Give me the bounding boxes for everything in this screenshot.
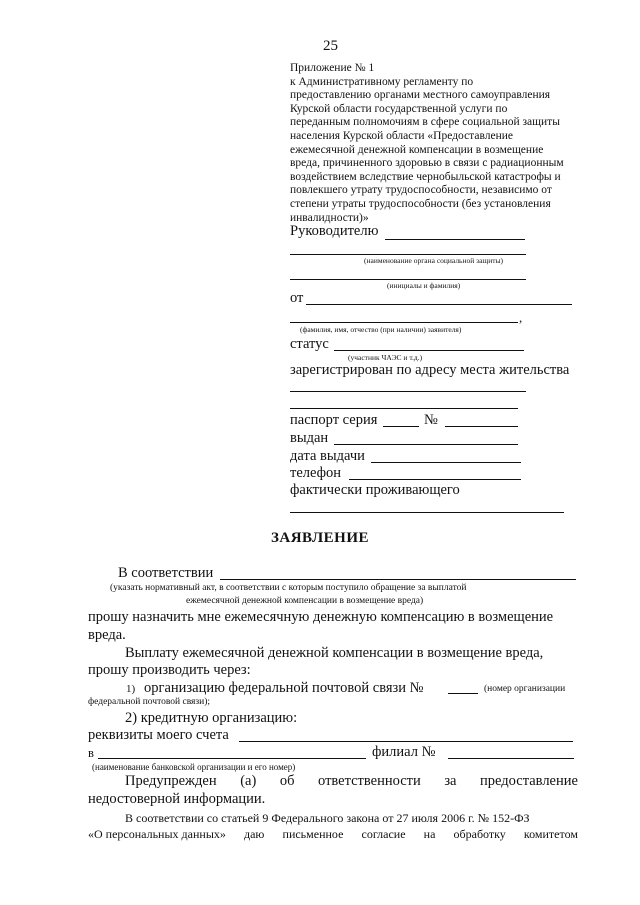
from-line-1[interactable] <box>306 304 572 305</box>
issue-date-label: дата выдачи <box>290 448 365 464</box>
registered-label: зарегистрирован по адресу места жительства <box>290 362 570 378</box>
status-line[interactable] <box>334 350 524 351</box>
passport-series-label: паспорт серия <box>290 412 378 428</box>
appendix-line: Курской области государственной услуги по <box>290 102 508 115</box>
word: предоставление <box>480 773 578 789</box>
payment-line-1: Выплату ежемесячной денежной компенсации в возмещение вреда, <box>125 645 544 661</box>
caption-initials: (инициалы и фамилия) <box>387 281 461 290</box>
appendix-line: ежемесячной денежной компенсации в возмещение <box>290 143 544 156</box>
word: согласие <box>361 827 406 841</box>
to-head-label: Руководителю <box>290 223 379 239</box>
issued-label: выдан <box>290 430 329 446</box>
word: Предупрежден <box>125 773 217 789</box>
word: письменное <box>282 827 344 841</box>
document-title: ЗАЯВЛЕНИЕ <box>270 530 370 546</box>
caption-fio: (фамилия, имя, отчество (при наличии) заявителя) <box>300 325 462 334</box>
caption-organ: (наименование органа социальной защиты) <box>364 256 504 265</box>
requisites-label: реквизиты моего счета <box>88 727 229 743</box>
passport-no-label: № <box>424 412 438 428</box>
word: даю <box>244 827 265 841</box>
caption-status: (участник ЧАЭС и т.д.) <box>348 353 423 362</box>
caption-act-2: ежемесячной денежной компенсации в возмещение вреда) <box>186 596 424 606</box>
organ-line[interactable] <box>290 254 526 255</box>
status-label: статус <box>290 336 329 352</box>
appendix-line: переданным полномочиям в сфере социальной защиты <box>290 116 560 129</box>
passport-no-line[interactable] <box>445 426 518 427</box>
word: на <box>423 827 436 841</box>
option1-caption-2: федеральной почтовой связи); <box>88 697 211 707</box>
appendix-line: воздействием вследствие чернобыльской катастрофы и <box>290 170 561 183</box>
appendix-line: степени утраты трудоспособности (без установления <box>290 197 551 210</box>
branch-number-line[interactable] <box>448 758 574 759</box>
request-line-2: вреда. <box>88 627 126 643</box>
option1-caption-1: (номер организации <box>484 684 566 694</box>
warned-line-2: недостоверной информации. <box>88 791 266 807</box>
word: «О персональных данных» <box>88 827 226 841</box>
consent-line-1: В соответствии со статьей 9 Федерального закона от 27 июля 2006 г. № 152-ФЗ <box>125 811 530 825</box>
option2-text: 2) кредитную организацию: <box>125 710 298 726</box>
word: (а) <box>240 773 257 789</box>
word: обработку <box>453 827 506 841</box>
initials-line[interactable] <box>290 279 526 280</box>
appendix-line: к Административному регламенту по <box>290 75 474 88</box>
issue-date-line[interactable] <box>371 462 521 463</box>
in-label: в <box>88 746 94 760</box>
request-line-1: прошу назначить мне ежемесячную денежную компенсацию в возмещение <box>88 609 554 625</box>
from-line-2[interactable] <box>290 322 518 323</box>
word: за <box>444 773 457 789</box>
passport-series-line[interactable] <box>383 426 419 427</box>
post-office-number-line[interactable] <box>448 693 478 694</box>
actually-living-label: фактически проживающего <box>290 482 460 498</box>
actual-address-line[interactable] <box>290 512 564 513</box>
caption-bank: (наименование банковской организации и его номер) <box>92 762 296 772</box>
appendix-line: инвалидности)» <box>290 211 369 224</box>
branch-label: филиал № <box>372 744 436 760</box>
caption-act-1: (указать нормативный акт, в соответствии с которым поступило обращение за выплатой <box>110 583 467 593</box>
address-line-2[interactable] <box>290 408 518 409</box>
phone-line[interactable] <box>349 479 521 480</box>
option1-text: организацию федеральной почтовой связи № <box>144 680 424 696</box>
warned-line-1 <box>125 773 578 790</box>
normative-act-line[interactable] <box>220 579 576 580</box>
appendix-line: Приложение № 1 <box>290 62 375 74</box>
address-line-1[interactable] <box>290 391 526 392</box>
appendix-line: населения Курской области «Предоставление <box>290 129 513 142</box>
word: ответственности <box>318 773 421 789</box>
payment-line-2: прошу производить через: <box>88 662 251 678</box>
comma: , <box>519 310 523 325</box>
account-requisites-line[interactable] <box>239 741 573 742</box>
consent-line-2 <box>88 827 578 842</box>
bank-name-line[interactable] <box>98 758 366 759</box>
from-label: от <box>290 290 304 306</box>
issued-line[interactable] <box>334 444 518 445</box>
word: комитетом <box>523 827 578 841</box>
appendix-line: предоставлению органами местного самоуправления <box>290 89 551 102</box>
head-name-line[interactable] <box>385 239 525 240</box>
word: об <box>279 773 295 789</box>
accordance-label: В соответствии <box>118 565 214 581</box>
appendix-line: вреда, причиненного здоровью в связи с радиационным <box>290 157 564 170</box>
appendix-line: повлекшего утрату трудоспособности, независимо от <box>290 184 552 197</box>
phone-label: телефон <box>290 465 342 481</box>
appendix-note <box>290 62 590 225</box>
option1-number: 1) <box>126 683 136 695</box>
page-number: 25 <box>323 38 338 54</box>
